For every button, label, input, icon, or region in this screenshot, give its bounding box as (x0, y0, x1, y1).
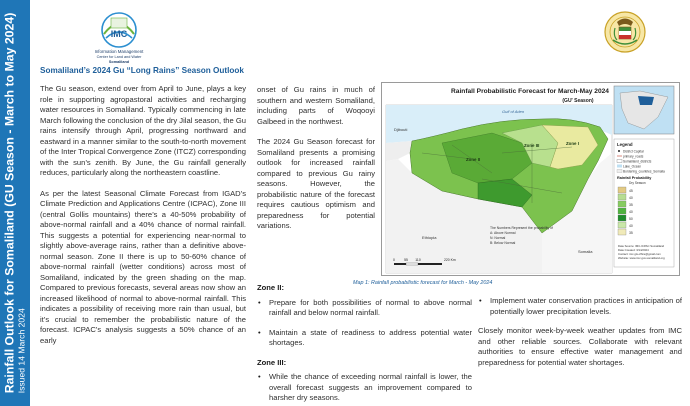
map-title: Rainfall Probabilistic Forecast for March-May 2024 (451, 88, 609, 95)
vertical-title-banner (0, 0, 30, 406)
probability-label: 45 (629, 188, 633, 193)
meta-date: Date Created: 3/14/2024 (618, 248, 649, 252)
label-zone-ii: Zone II (466, 157, 481, 162)
paragraph-outlook: The 2024 Gu Season forecast for Somaliland presents a promising outlook for increased rainfall compared to previous Gu rainy seasons. However, the probabilistic nature of the forecast requires cautious optimism and preparedness for potential variations. (257, 137, 375, 230)
scale-label-55: 55 (404, 258, 408, 262)
issue-date: Issued 14 March 2024 (16, 308, 27, 394)
forecast-map (381, 82, 680, 276)
scale-label-110: 110 (415, 258, 421, 262)
district-symbol (617, 160, 622, 163)
meta-source: Date Source: IMC-ICPAC Somaliland (618, 244, 665, 248)
key-note-below: B: Below Normal (490, 241, 516, 245)
scale-label-220: 220 Km (444, 258, 456, 262)
meta-website: Website: www.imc.gov.somaliland.org (618, 256, 665, 260)
probability-swatch (618, 208, 626, 214)
meta-contact: Contact: imc.gis.office@gmail.com (618, 252, 661, 256)
zone-iii-heading: Zone III: (257, 357, 287, 367)
scale-segment-1 (394, 263, 406, 265)
org-line-3: Somaliland (108, 60, 130, 64)
paragraph-onset: onset of Gu rains in much of southern and western Somaliland, including parts of Woqooyi Galbeed in the northwest. (257, 85, 375, 126)
map-caption: Map 1: Rainfall probabilistic forecast for March - May 2024 (353, 280, 493, 286)
org-line-1: Information Management (94, 49, 144, 54)
legend-item-lake-ocean: Lake_Ocean (623, 164, 642, 169)
imc-acronym: IMC (110, 29, 128, 39)
legend-item-districts: Somaliland_districts (623, 159, 652, 164)
label-zone-iii: Zone III (524, 143, 540, 148)
org-line-2: Center for Land and Water (96, 55, 142, 59)
probability-swatch (618, 194, 626, 200)
district-capital-symbol (618, 150, 620, 152)
section-title: Somaliland’s 2024 Gu “Long Rains” Season Outlook (40, 66, 244, 75)
probability-swatch (618, 222, 626, 228)
map-subtitle: (GU' Season) (562, 98, 594, 104)
probability-subtitle: Dry Season (629, 181, 646, 185)
bordering-country-symbol (617, 170, 622, 173)
list-item: • Prepare for both possibilities of normal to above normal rainfall and below normal rainfall. (257, 298, 472, 319)
key-note-above: A: Above Normal (490, 231, 516, 235)
probability-title: Rainfall Probability (617, 176, 652, 180)
list-item: • While the chance of exceeding normal rainfall is lower, the overall forecast suggests an improvement compared to harsher dry seasons. (257, 372, 472, 404)
probability-label: 50 (629, 216, 633, 221)
forecast-map-figure (382, 83, 679, 275)
label-gulf-of-aden: Gulf of Aden (502, 109, 525, 114)
key-note-title: The Numbers Represent the probability of (490, 226, 553, 230)
zone-iii-list (257, 372, 472, 404)
paragraph-gu-season: The Gu season, extend over from April to June, plays a key role in supporting agropastoral activities and recharging water resources in Somaliland. Typically commencing in late March following the conclusion of the dry Jilal season, the Gu rains intensify through April, progressing northward and eastward in a manner similar to the south-to-north movement of the Inter Tropical Convergence Zone (ITCZ) corresponding with the sun’s zenith. By June, the Gu rainfall generally reduces, particularly along the northeastern coastline. (40, 84, 246, 177)
vertical-title-block (3, 13, 28, 394)
lake-ocean-symbol (617, 165, 622, 168)
legend-item-roads: primary_roads (623, 154, 644, 159)
legend-item-capital: District Capital (623, 149, 644, 154)
label-zone-i: Zone I (566, 141, 579, 146)
scale-label-0: 0 (393, 258, 395, 262)
inset-highlight (638, 96, 654, 105)
legend-item-bordering: Bordering_countries_Somalia (623, 169, 665, 174)
probability-swatch (618, 187, 626, 193)
zone-ii-heading: Zone II: (257, 283, 284, 292)
zone-recommendations (257, 283, 472, 406)
monitoring-paragraph: Closely monitor week-by-week weather updates from IMC and other reliable sources. Collaborate with relevant authorities to ensure effective water management and preparedness for potential water shortages. (478, 326, 682, 367)
probability-swatch (618, 229, 626, 235)
report-title: Rainfall Outlook for Somaliland (GU Season - March to May 2024) (2, 12, 17, 394)
probability-swatch (618, 215, 626, 221)
imc-logo (84, 8, 154, 66)
probability-label: 40 (629, 195, 633, 200)
scale-segment-2 (406, 263, 418, 265)
government-seal (603, 10, 647, 54)
label-ethiopia: Ethiopia (422, 235, 437, 240)
general-recommendations (478, 296, 682, 368)
key-note-normal: N: Normal (490, 236, 506, 240)
zone-ii-list (257, 298, 472, 349)
probability-label: 35 (629, 202, 633, 207)
list-item: • Maintain a state of readiness to address potential water shortages. (257, 328, 472, 349)
label-djibouti: Djibouti (394, 127, 408, 132)
probability-swatch (618, 201, 626, 207)
label-somalia: Somalia (578, 249, 593, 254)
scale-segment-3 (418, 263, 442, 265)
outlook-column (257, 85, 375, 242)
probability-label: 35 (629, 230, 633, 235)
probability-label: 40 (629, 209, 633, 214)
paragraph-icpac-forecast: As per the latest Seasonal Climate Forecast from IGAD’s Climate Prediction and Applications Centre (ICPAC), Zone III (central Gollis mountains) there’s a 40-50% probability of above-normal rainfall and a 40% chance of normal rainfall. This suggests a potential for experiencing near-normal to slightly above-average rains, rather than a definitive above-normal season. Zone II there is up to 50-60% chance of above-normal rainfall (wetter conditions) across most of Somaliland, indicated by the green shading on the map. Compared to previous forecasts, several areas now show an increased likelihood of normal to above-normal rainfall. This indicates a possibility of receiving more rain than usual, but it’s crucial to remember the probabilistic nature of the forecast. ICPAC’s analysis suggests a 50% chance of an early (40, 188, 246, 345)
legend-title: Legend (617, 142, 633, 147)
list-item: • Implement water conservation practices in anticipation of potentially lower precipitation levels. (478, 296, 682, 317)
probability-label: 40 (629, 223, 633, 228)
recommendation-list (478, 296, 682, 317)
intro-column (40, 84, 246, 356)
